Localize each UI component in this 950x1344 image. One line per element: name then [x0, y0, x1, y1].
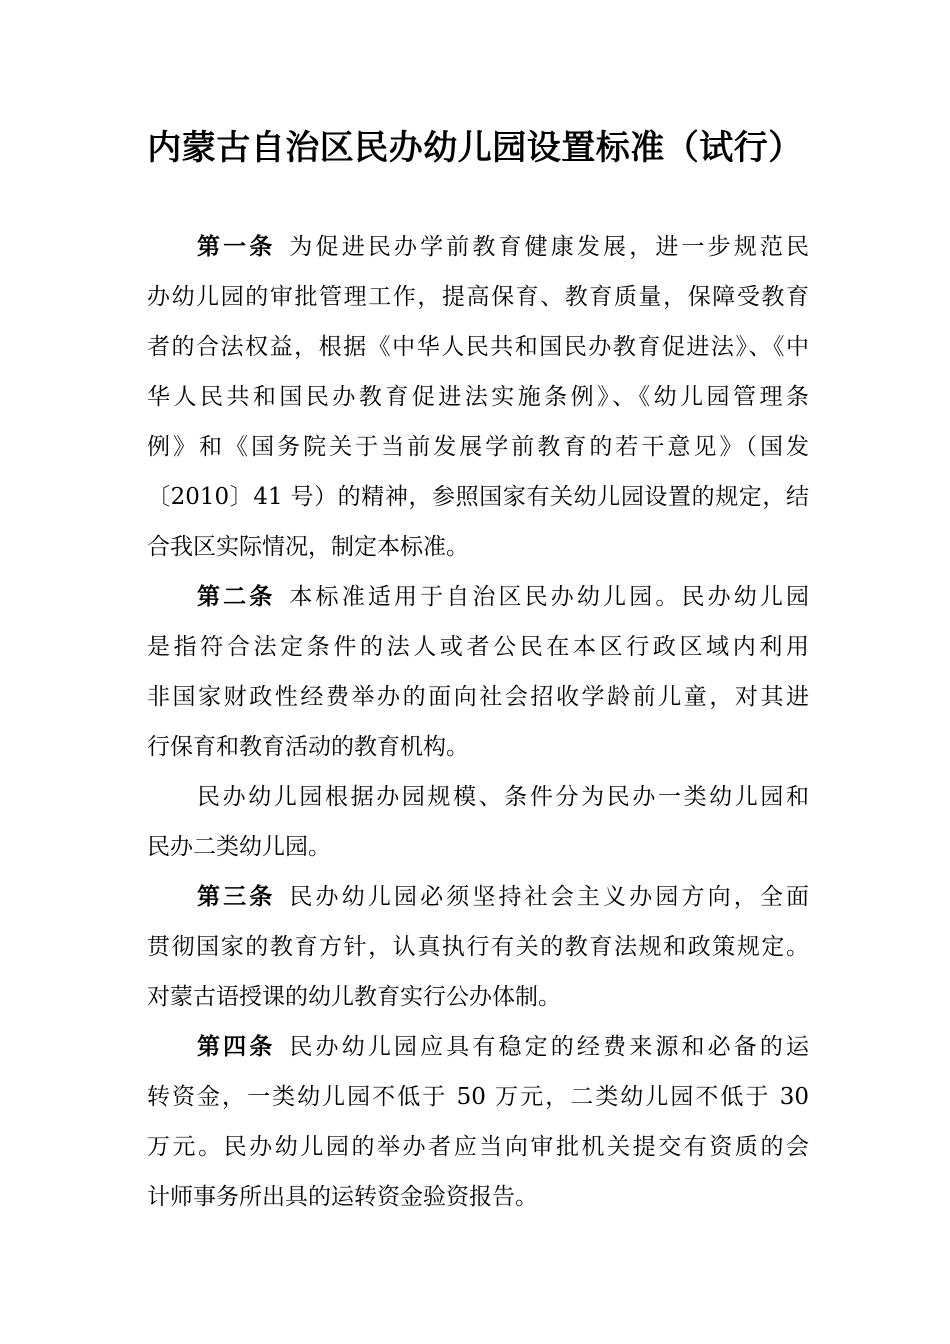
line-text: 本标准适用于自治区民办幼儿园。民办幼儿园	[289, 584, 809, 610]
paragraph-line: 办幼儿园的审批管理工作，提高保育、教育质量，保障受教育	[147, 284, 809, 310]
paragraph-line: 民办二类幼儿园。	[147, 834, 331, 860]
paragraph-line: 万元。民办幼儿园的举办者应当向审批机关提交有资质的会	[147, 1134, 809, 1160]
paragraph-line: 合我区实际情况，制定本标准。	[147, 534, 469, 560]
article-label: 第一条	[197, 233, 276, 260]
line-text: 民办幼儿园必须坚持社会主义办园方向，全面	[289, 884, 809, 910]
paragraph-line: 民办幼儿园根据办园规模、条件分为民办一类幼儿园和	[197, 784, 809, 810]
paragraph-line: 转资金，一类幼儿园不低于 50 万元，二类幼儿园不低于 30	[147, 1084, 809, 1110]
paragraph-line: 对蒙古语授课的幼儿教育实行公办体制。	[147, 984, 561, 1010]
article-1-paragraph	[147, 222, 809, 572]
paragraph-line	[147, 1022, 809, 1072]
article-2-continued-paragraph	[147, 772, 809, 872]
paragraph-line: 华人民共和国民办教育促进法实施条例》、《幼儿园管理条	[147, 384, 809, 410]
paragraph-line: 计师事务所出具的运转资金验资报告。	[147, 1184, 538, 1210]
paragraph-line: 是指符合法定条件的法人或者公民在本区行政区域内利用	[147, 634, 809, 660]
page-title: 内蒙古自治区民办幼儿园设置标准（试行）	[147, 128, 803, 168]
paragraph-line: 行保育和教育活动的教育机构。	[147, 734, 469, 760]
article-2-paragraph	[147, 572, 809, 772]
article-3-paragraph	[147, 872, 809, 1022]
article-label: 第二条	[197, 583, 276, 610]
article-label: 第四条	[197, 1033, 276, 1060]
paragraph-line: 非国家财政性经费举办的面向社会招收学龄前儿童，对其进	[147, 684, 809, 710]
line-text: 民办幼儿园应具有稳定的经费来源和必备的运	[289, 1034, 809, 1060]
document-body	[147, 222, 809, 1222]
paragraph-line: 者的合法权益，根据《中华人民共和国民办教育促进法》、《中	[147, 334, 809, 360]
paragraph-line	[147, 222, 809, 272]
article-label: 第三条	[197, 883, 276, 910]
paragraph-line	[147, 872, 809, 922]
article-4-paragraph	[147, 1022, 809, 1222]
line-text: 为促进民办学前教育健康发展，进一步规范民	[289, 234, 809, 260]
paragraph-line	[147, 572, 809, 622]
paragraph-line: 贯彻国家的教育方针，认真执行有关的教育法规和政策规定。	[147, 934, 809, 960]
paragraph-line: 例》和《国务院关于当前发展学前教育的若干意见》（国发	[147, 434, 809, 460]
paragraph-line: 〔2010〕41 号）的精神，参照国家有关幼儿园设置的规定，结	[147, 484, 809, 510]
